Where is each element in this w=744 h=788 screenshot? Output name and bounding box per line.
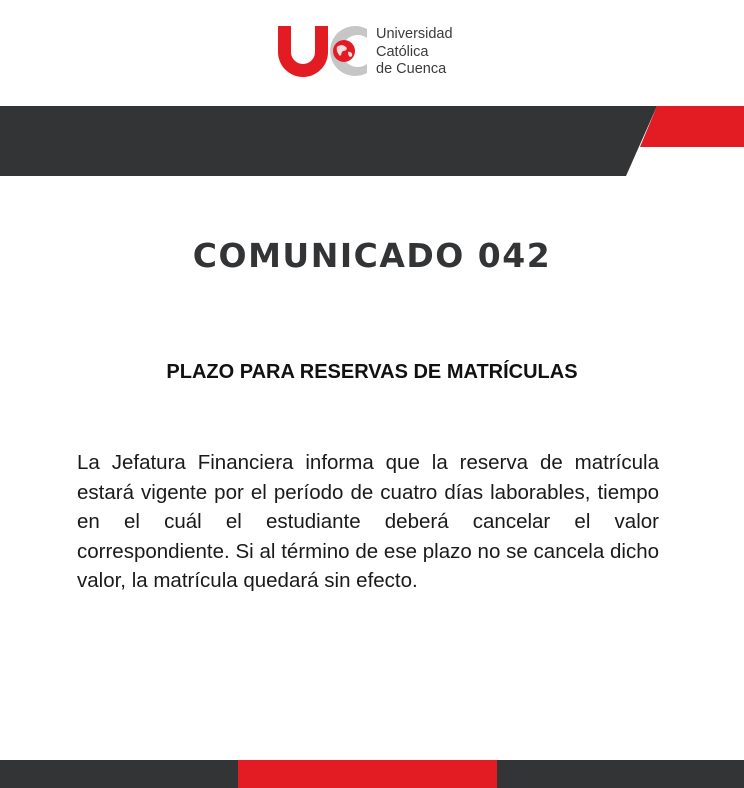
page-title: COMUNICADO 042 [192, 236, 552, 275]
logo-line-2: Católica [376, 43, 429, 60]
header-band [0, 106, 744, 176]
header-dark-band [0, 106, 657, 176]
logo-line-1: Universidad [376, 26, 453, 42]
logo-wordmark [376, 26, 453, 79]
announcement-body: La Jefatura Financiera informa que la reserva de matrícula estará vigente por el período de cuatro días laborables, tiempo en el cuál el estudiante deberá cancelar el valor correspondiente. Si al término de ese plazo no se cancela dicho valor, la matrícula quedará sin efecto. [77, 451, 659, 592]
footer-dark-left [0, 760, 238, 788]
footer-dark-right [497, 760, 744, 788]
logo-line-3: de Cuenca [376, 61, 447, 77]
uc-emblem-icon [276, 22, 372, 80]
university-logo [276, 22, 466, 80]
page-subtitle: PLAZO PARA RESERVAS DE MATRÍCULAS [166, 361, 578, 383]
footer-band [0, 760, 744, 788]
header-red-accent [640, 106, 744, 147]
footer-red-center [238, 760, 497, 788]
